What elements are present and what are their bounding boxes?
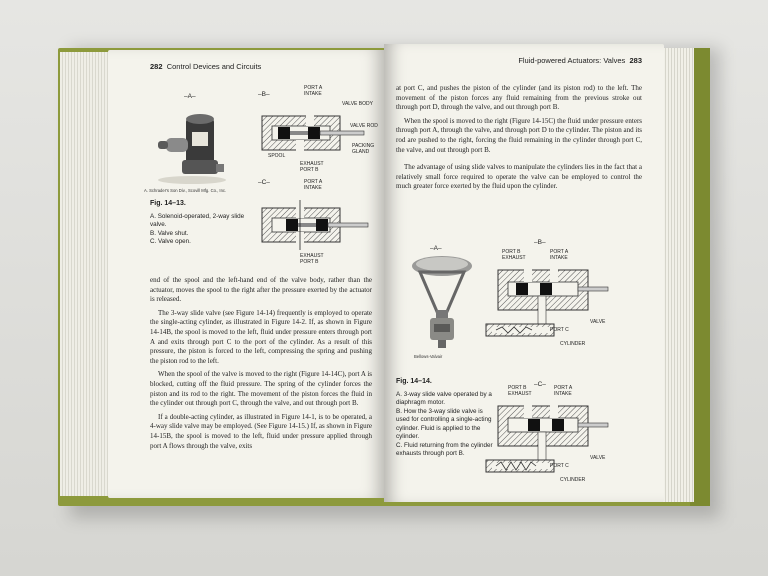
panel-a-label: –A–: [184, 93, 196, 100]
label-spool: SPOOL: [268, 153, 286, 159]
three-way-valve-diagram-b: [484, 266, 614, 352]
label-valve-c: VALVE: [590, 455, 606, 461]
valve-diagram-open: [258, 200, 374, 252]
panel-a-label: –A–: [430, 245, 442, 252]
label-exhaust-port-b-c: EXHAUST PORT B: [300, 253, 324, 265]
paragraph: The 3-way slide valve (see Figure 14-14) frequently is employed to operate the single-acting cylinder, as illustrated in Figure 14-2. If, as shown in Figure 14-14B, the spool is moved to the left, fluid under pressure enters through port A and exits through port C to the port of the cylinder. As a result of this pressure, the piston is forced to the left, compressing the spring and pushing the piston rod to the left.: [150, 308, 372, 365]
right-body-text: [396, 84, 642, 196]
paragraph: end of the spool and the left-hand end of the valve body, rather than the actuator, moves the spool to the right after the pressure exerted by the actuator is released.: [150, 276, 372, 304]
paragraph: When the spool is moved to the right (Figure 14-15C) the fluid under pressure enters through port A, through the valve, and through port D to the cylinder. The piston and its rod are pushed to the right, forcing the fluid remaining in the cylinder through port C, the valve, and out through port B.: [396, 116, 642, 154]
label-port-c-c: PORT C: [550, 463, 569, 469]
diaphragm-valve-photo: [408, 254, 478, 350]
caption-item: C. Fluid returning from the cylinder exhausts through port B.: [396, 441, 493, 457]
panel-c-label: –C–: [534, 381, 546, 388]
paragraph: The advantage of using slide valves to manipulate the cylinders lies in the fact that a relatively small force required to operate the valve can be employed to control the much greater force exerted by the fluid upon the cylinder.: [396, 163, 642, 191]
label-port-a-intake-c: PORT A INTAKE: [554, 385, 573, 397]
three-way-valve-diagram-c: [484, 402, 614, 488]
left-running-head-text: Control Devices and Circuits: [166, 62, 262, 71]
label-port-c-b: PORT C: [550, 327, 569, 333]
figure-caption-14-14: [396, 378, 496, 459]
paragraph: If a double-acting cylinder, as illustrated in Figure 14-1, is to be operated, a 4-way slide valve may be employed. (See Figure 14-15.) If, as shown in Figure 14-15B, the spool is moved to the left, fluid under pressure applied through port A flows through the valve, exits: [150, 412, 373, 450]
label-valve-body: VALVE BODY: [342, 101, 373, 107]
label-packing-gland: PACKING GLAND: [352, 143, 375, 155]
label-port-a-intake-b: PORT A INTAKE: [550, 249, 569, 261]
label-port-b-exhaust-b: PORT B EXHAUST: [502, 249, 526, 261]
right-running-head-text: Fluid-powered Actuators: Valves: [518, 56, 626, 65]
right-page: [384, 44, 664, 502]
label-cylinder-c: CYLINDER: [560, 477, 586, 483]
photo-credit: A. Schrader's Son Div., Scovill Mfg. Co., Inc.: [144, 188, 227, 193]
paragraph: When the spool of the valve is moved to the right (Figure 14-14C), port A is blocked, cutting off the fluid pressure. The spring of the cylinder forces the piston and its rod to the right. The movement of the piston forces the fluid in the cylinder out through port C, through the valve, and out through port B.: [150, 370, 372, 408]
figure-number: Fig. 14–13.: [150, 200, 186, 207]
page-stack-right: [660, 48, 694, 502]
caption-item: B. How the 3-way slide valve is used for controlling a single-acting cylinder. Fluid is applied to the cylinder.: [396, 407, 492, 440]
figure-caption-14-13: [150, 200, 246, 247]
caption-item: C. Valve open.: [150, 238, 191, 245]
panel-c-label: –C–: [258, 179, 270, 186]
photo-credit: Bellows-Valvair: [414, 354, 443, 359]
panel-b-label: –B–: [534, 239, 546, 246]
caption-item: A. 3-way slide valve operated by a diaphragm motor.: [396, 390, 492, 406]
right-running-head: [518, 56, 642, 65]
caption-item: A. Solenoid-operated, 2-way slide valve.: [150, 212, 245, 228]
label-cylinder-b: CYLINDER: [560, 341, 586, 347]
label-exhaust-port-b-b: EXHAUST PORT B: [300, 161, 324, 173]
left-page: [108, 50, 384, 498]
left-body-text: [150, 276, 372, 455]
label-port-a-intake-b: PORT A INTAKE: [304, 85, 323, 97]
left-running-head: [150, 62, 261, 71]
label-port-b-exhaust-c: PORT B EXHAUST: [508, 385, 532, 397]
left-page-number: 282: [150, 62, 163, 71]
label-port-a-intake-c: PORT A INTAKE: [304, 179, 323, 191]
panel-b-label: –B–: [258, 91, 270, 98]
label-valve-b: VALVE: [590, 319, 606, 325]
right-page-number: 283: [629, 56, 642, 65]
paragraph: at port C, and pushes the piston of the cylinder (and its piston rod) to the left. The movement of the piston forces any fluid remaining from the previous stroke out through port D, through the valve, and out through port B.: [396, 84, 642, 112]
caption-item: B. Valve shut.: [150, 229, 189, 237]
figure-number: Fig. 14–14.: [396, 378, 432, 385]
label-valve-rod: VALVE ROD: [350, 123, 378, 129]
solenoid-valve-photo: [152, 110, 232, 186]
